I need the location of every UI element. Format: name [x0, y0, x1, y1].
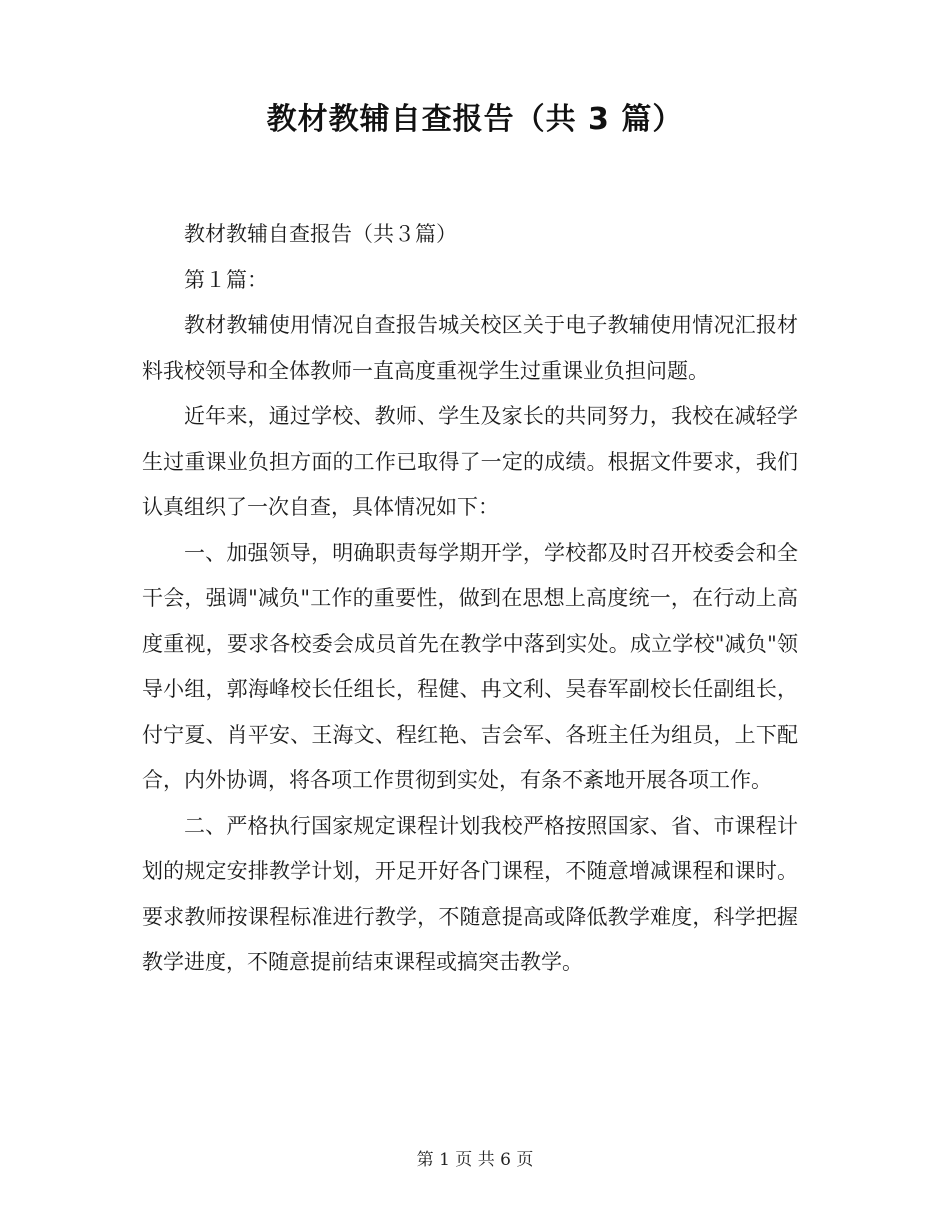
body-paragraph-background: 近年来，通过学校、教师、学生及家长的共同努力，我校在减轻学生过重课业负担方面的工作已取得了一定的成绩。根据文件要求，我们认真组织了一次自查，具体情况如下： [142, 404, 798, 519]
body-paragraph-curriculum: 二、严格执行国家规定课程计划我校严格按照国家、省、市课程计划的规定安排教学计划，开足开好各门课程，不随意增减课程和课时。要求教师按课程标准进行教学，不随意提高或降低教学难度，科学把握教学进度，不随意提前结束课程或搞突击教学。 [142, 813, 798, 974]
body-paragraph-leadership: 一、加强领导，明确职责每学期开学，学校都及时召开校委会和全干会，强调"减负"工作的重要性，做到在思想上高度统一，在行动上高度重视，要求各校委会成员首先在教学中落到实处。成立学校"减负"领导小组，郭海峰校长任组长，程健、冉文利、吴春军副校长任副组长，付宁夏、肖平安、王海文、程红艳、吉会军、各班主任为组员，上下配合，内外协调，将各项工作贯彻到实处，有条不紊地开展各项工作。 [142, 540, 798, 792]
body-paragraph-intro: 教材教辅使用情况自查报告城关校区关于电子教辅使用情况汇报材料我校领导和全体教师一直高度重视学生过重课业负担问题。 [142, 313, 798, 383]
page-number-footer: 第 1 页 共 6 页 [416, 1150, 534, 1170]
document-body [142, 212, 798, 986]
body-paragraph-section-label: 第１篇： [184, 267, 268, 292]
document-title: 教材教辅自查报告（共 3 篇） [266, 102, 684, 137]
body-paragraph-subtitle: 教材教辅自查报告（共３篇） [184, 222, 457, 246]
